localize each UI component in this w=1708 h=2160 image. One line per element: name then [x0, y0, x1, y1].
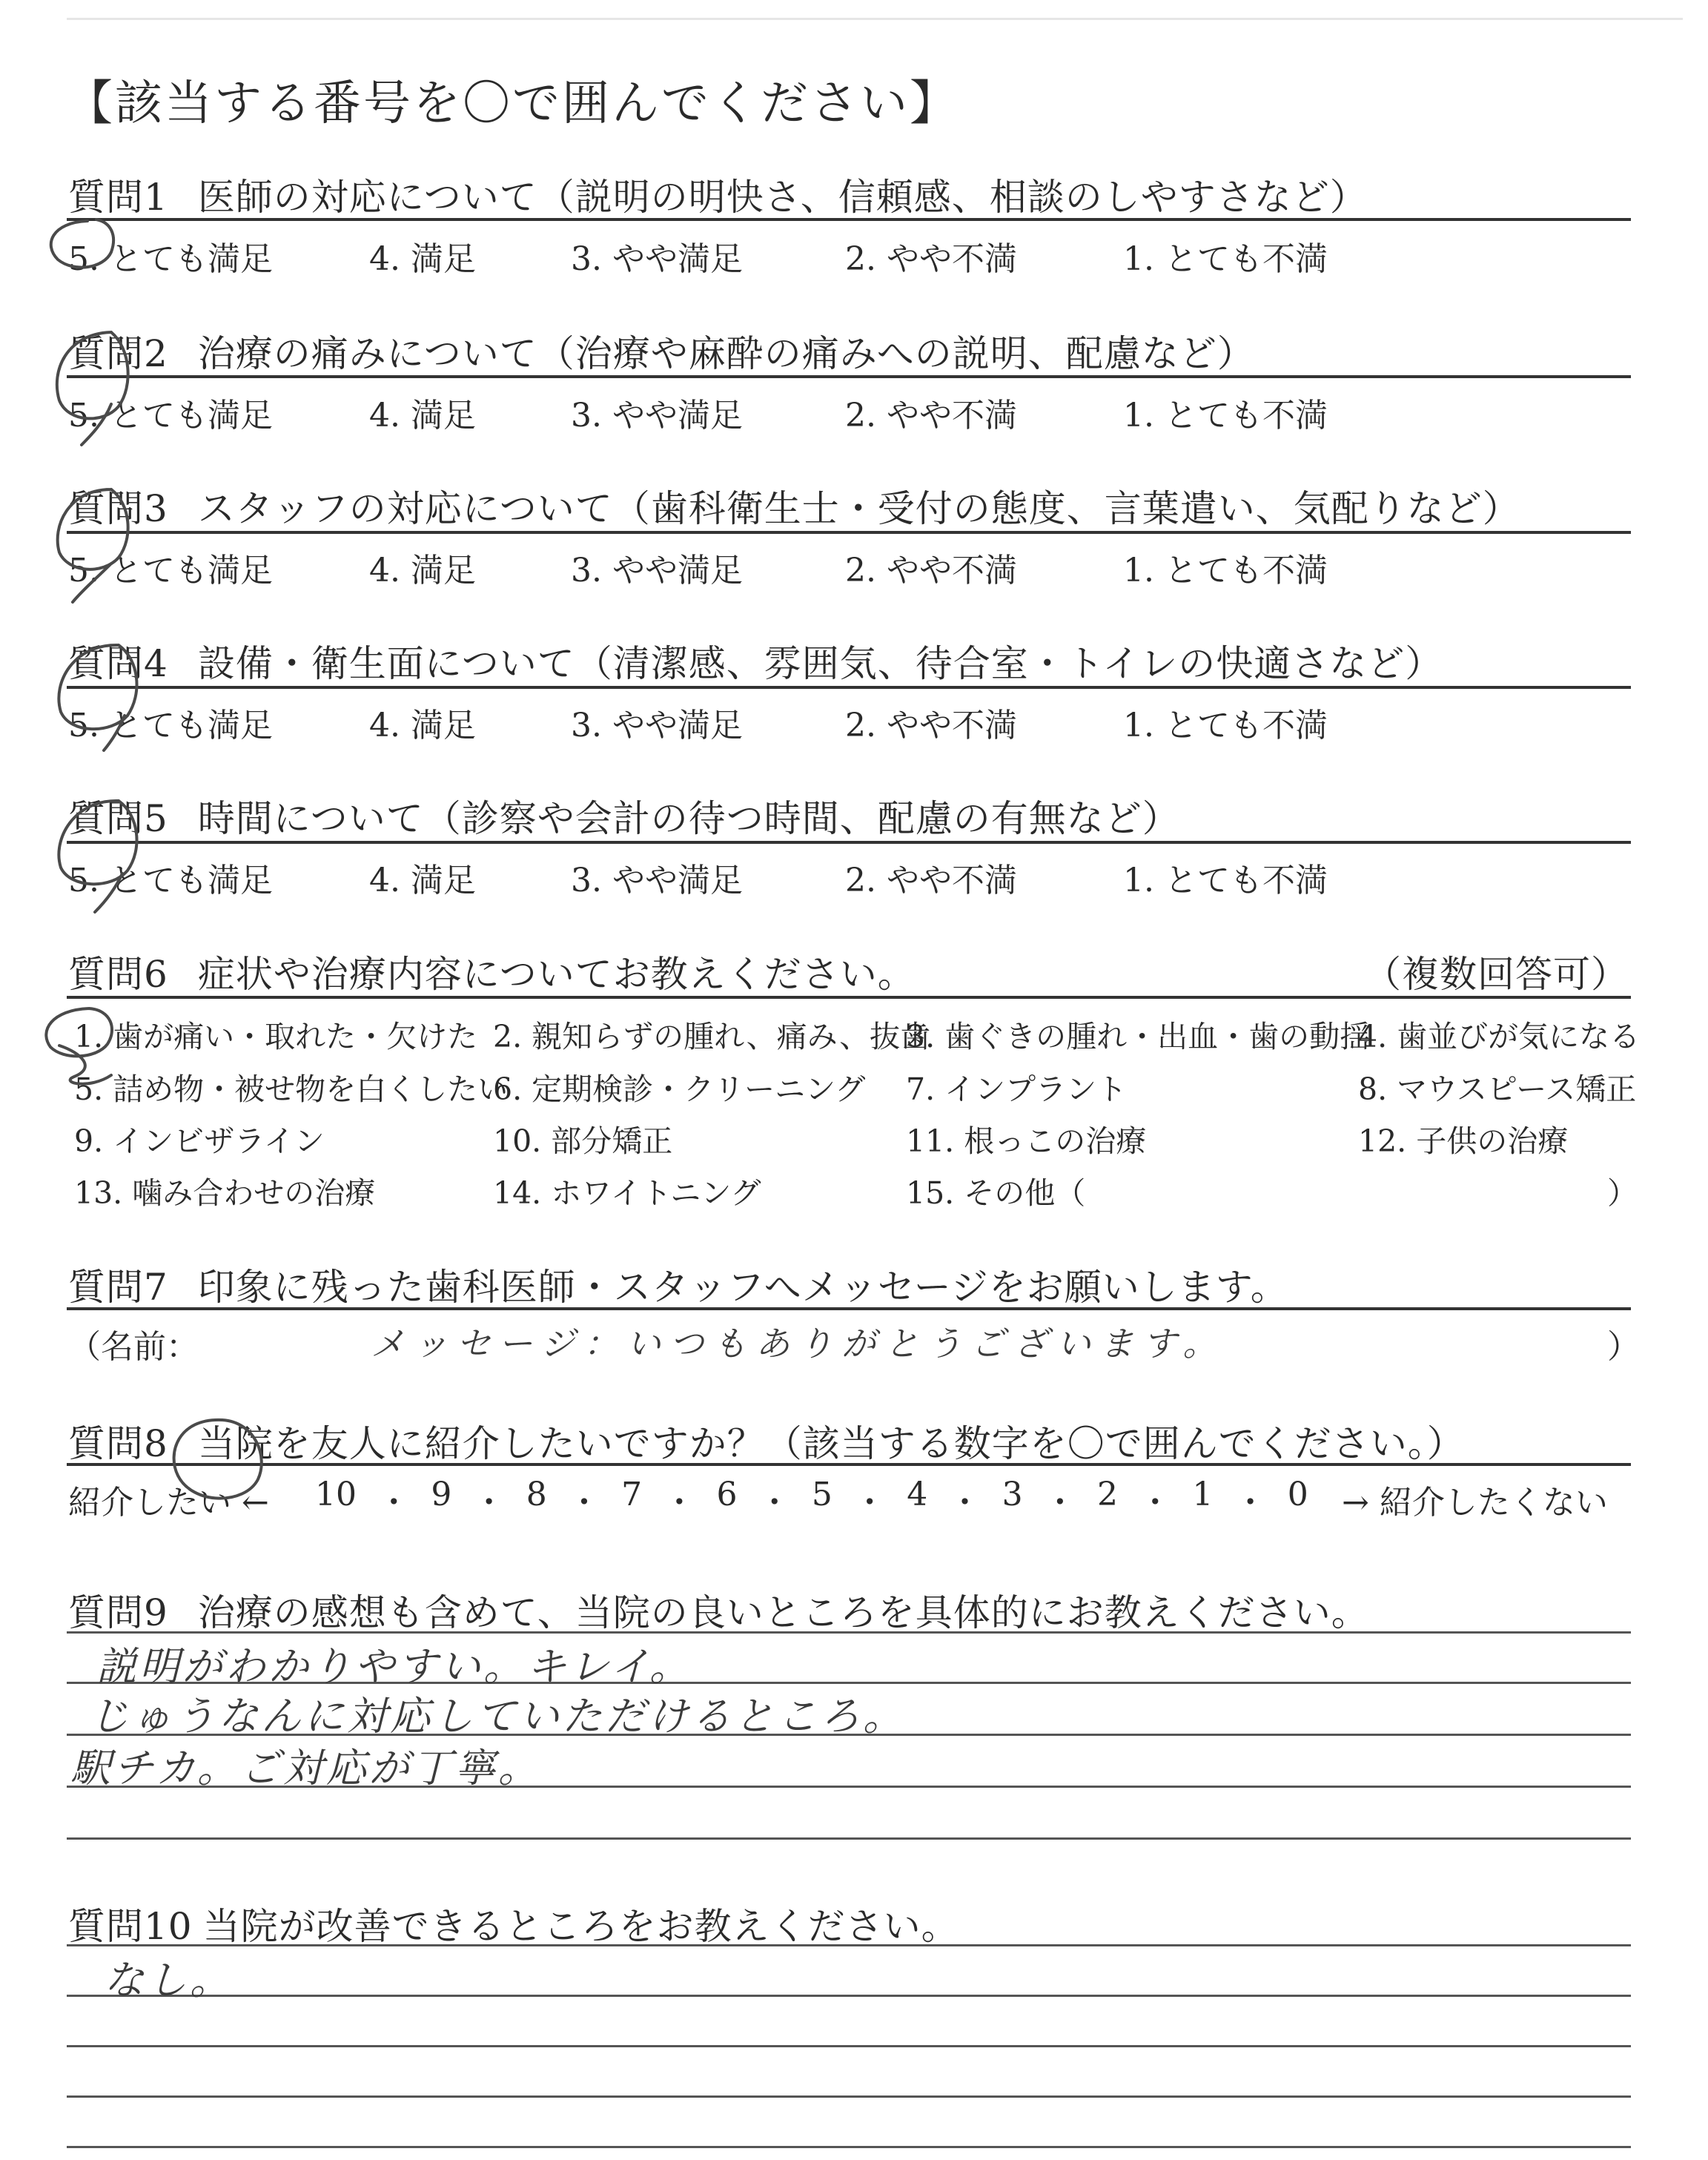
q5-option-3[interactable]: 3. やや満足 — [571, 862, 743, 899]
q6-item-12[interactable]: 12. 子供の治療 — [1358, 1123, 1569, 1159]
q2-option-4[interactable]: 4. 満足 — [369, 397, 476, 435]
scale-5[interactable]: 5 — [811, 1476, 833, 1513]
recommend-scale — [315, 1476, 1308, 1523]
scale-dot: ・ — [472, 1484, 506, 1522]
q6-item-7[interactable]: 7. インプラント — [906, 1071, 1128, 1107]
question-rule — [67, 841, 1631, 844]
question-1 — [68, 168, 1368, 221]
question-text: 治療の痛みについて（治療や麻酔の痛みへの説明、配慮など） — [197, 332, 1255, 375]
question-label: 質問3 — [68, 487, 168, 530]
answer-line — [67, 1944, 1631, 1946]
q1-option-5[interactable]: 5. とても満足 — [68, 240, 273, 278]
question-text: 当院が改善できるところをお教えください。 — [202, 1905, 959, 1948]
question-rule — [67, 686, 1631, 689]
question-10 — [68, 1897, 959, 1950]
q1-option-1[interactable]: 1. とても不満 — [1123, 240, 1328, 278]
top-border — [67, 18, 1683, 20]
question-rule — [67, 1307, 1631, 1310]
q4-option-1[interactable]: 1. とても不満 — [1123, 707, 1328, 744]
q2-option-1[interactable]: 1. とても不満 — [1123, 397, 1328, 435]
recommend-right-label: → 紹介したくない — [1342, 1484, 1608, 1522]
q4-option-3[interactable]: 3. やや満足 — [571, 707, 743, 744]
question-8 — [68, 1414, 1465, 1467]
question-rule — [67, 1463, 1631, 1466]
scale-3[interactable]: 3 — [1002, 1476, 1023, 1513]
answer-line — [67, 2095, 1631, 2098]
question-text: 設備・衛生面について（清潔感、雰囲気、待合室・トイレの快適さなど） — [197, 642, 1443, 685]
multi-answer-note: （複数回答可） — [1364, 953, 1629, 996]
scale-dot: ・ — [1139, 1484, 1172, 1522]
q1-option-4[interactable]: 4. 満足 — [369, 240, 476, 278]
scale-dot: ・ — [377, 1484, 411, 1522]
q1-option-2[interactable]: 2. やや不満 — [845, 240, 1017, 278]
q5-option-4[interactable]: 4. 満足 — [369, 862, 476, 899]
answer-line — [67, 2045, 1631, 2047]
scale-10[interactable]: 10 — [315, 1476, 357, 1513]
question-label: 質問8 — [68, 1422, 168, 1465]
name-label: （名前： — [68, 1328, 199, 1366]
scale-9[interactable]: 9 — [431, 1476, 452, 1513]
scale-7[interactable]: 7 — [621, 1476, 643, 1513]
scale-dot: ・ — [1043, 1484, 1076, 1522]
q6-other-close: ） — [1607, 1175, 1638, 1211]
q6-item-15[interactable]: 15. その他（ — [906, 1175, 1086, 1211]
q5-option-1[interactable]: 1. とても不満 — [1123, 862, 1328, 899]
scale-4[interactable]: 4 — [907, 1476, 928, 1513]
page-title: 【該当する番号を〇で囲んでください】 — [65, 76, 959, 131]
scale-2[interactable]: 2 — [1097, 1476, 1118, 1513]
q6-item-14[interactable]: 14. ホワイトニング — [493, 1175, 761, 1211]
question-6 — [68, 945, 916, 998]
question-label: 質問1 — [68, 176, 168, 219]
answer-line — [67, 1631, 1631, 1634]
q9-answer-line-2: じゅうなんに対応していただけるところ。 — [89, 1693, 906, 1740]
message-close: ） — [1607, 1328, 1640, 1366]
question-text: スタッフの対応について（歯科衛生士・受付の態度、言葉遣い、気配りなど） — [197, 487, 1520, 530]
q10-answer-line-1: なし。 — [104, 1957, 233, 2004]
q1-option-3[interactable]: 3. やや満足 — [571, 240, 743, 278]
question-2 — [68, 324, 1255, 377]
scale-dot: ・ — [663, 1484, 696, 1522]
question-4 — [68, 634, 1443, 687]
handwritten-message: メッセージ：いつもありがとうございます。 — [371, 1324, 1226, 1364]
question-label: 質問9 — [68, 1591, 168, 1634]
q6-item-2[interactable]: 2. 親知らずの腫れ、痛み、抜歯 — [493, 1019, 931, 1054]
q3-option-2[interactable]: 2. やや不満 — [845, 552, 1017, 589]
question-label: 質問6 — [68, 953, 168, 996]
question-text: 症状や治療内容についてお教えください。 — [197, 953, 916, 996]
question-label: 質問5 — [68, 797, 168, 840]
q6-item-10[interactable]: 10. 部分矯正 — [493, 1123, 673, 1159]
q6-item-6[interactable]: 6. 定期検診・クリーニング — [493, 1071, 866, 1107]
question-text: 印象に残った歯科医師・スタッフへメッセージをお願いします。 — [197, 1266, 1288, 1309]
answer-line — [67, 1995, 1631, 1997]
q6-item-3[interactable]: 3. 歯ぐきの腫れ・出血・歯の動揺 — [906, 1019, 1371, 1054]
question-rule — [67, 996, 1631, 999]
recommend-left-label: 紹介したい ← — [68, 1484, 269, 1522]
scale-dot: ・ — [1234, 1484, 1267, 1522]
q6-item-11[interactable]: 11. 根っこの治療 — [906, 1123, 1147, 1159]
answer-line — [67, 1837, 1631, 1840]
q3-option-4[interactable]: 4. 満足 — [369, 552, 476, 589]
question-text: 治療の感想も含めて、当院の良いところを具体的にお教えください。 — [197, 1591, 1369, 1634]
answer-line — [67, 2146, 1631, 2148]
q6-item-8[interactable]: 8. マウスピース矯正 — [1358, 1071, 1637, 1107]
q6-item-9[interactable]: 9. インビザライン — [74, 1123, 325, 1159]
q3-option-1[interactable]: 1. とても不満 — [1123, 552, 1328, 589]
question-5 — [68, 789, 1180, 842]
q2-option-5[interactable]: 5. とても満足 — [68, 397, 273, 435]
q9-answer-line-1: 説明がわかりやすい。キレイ。 — [96, 1643, 692, 1690]
question-label: 質問7 — [68, 1266, 168, 1309]
question-rule — [67, 375, 1631, 378]
scale-6[interactable]: 6 — [716, 1476, 738, 1513]
q2-option-3[interactable]: 3. やや満足 — [571, 397, 743, 435]
q6-item-1[interactable]: 1. 歯が痛い・取れた・欠けた — [74, 1019, 478, 1054]
scale-dot: ・ — [758, 1484, 791, 1522]
scale-dot: ・ — [567, 1484, 600, 1522]
scale-dot: ・ — [948, 1484, 982, 1522]
q4-option-4[interactable]: 4. 満足 — [369, 707, 476, 744]
q5-option-5[interactable]: 5. とても満足 — [68, 862, 273, 899]
scale-1[interactable]: 1 — [1192, 1476, 1214, 1513]
q4-option-2[interactable]: 2. やや不満 — [845, 707, 1017, 744]
q6-item-13[interactable]: 13. 噛み合わせの治療 — [74, 1175, 376, 1211]
question-3 — [68, 479, 1520, 532]
question-9 — [68, 1583, 1369, 1636]
question-text: 医師の対応について（説明の明快さ、信頼感、相談のしやすさなど） — [197, 176, 1368, 219]
question-text: 時間について（診察や会計の待つ時間、配慮の有無など） — [197, 797, 1180, 840]
q6-item-4[interactable]: 4. 歯並びが気になる — [1358, 1019, 1641, 1054]
scale-dot: ・ — [853, 1484, 887, 1522]
question-text: 当院を友人に紹介したいですか？（該当する数字を〇で囲んでください。） — [197, 1422, 1465, 1465]
q5-option-2[interactable]: 2. やや不満 — [845, 862, 1017, 899]
question-label: 質問2 — [68, 332, 168, 375]
q2-option-2[interactable]: 2. やや不満 — [845, 397, 1017, 435]
question-rule — [67, 531, 1631, 534]
q3-option-3[interactable]: 3. やや満足 — [571, 552, 743, 589]
scale-8[interactable]: 8 — [526, 1476, 547, 1513]
q6-item-5[interactable]: 5. 詰め物・被せ物を白くしたい — [74, 1071, 509, 1107]
question-rule — [67, 218, 1631, 221]
question-label: 質問4 — [68, 642, 168, 685]
scale-0[interactable]: 0 — [1287, 1476, 1308, 1513]
q9-answer-line-3: 駅チカ。ご対応が丁寧。 — [70, 1745, 541, 1791]
q3-option-5[interactable]: 5. とても満足 — [68, 552, 273, 589]
q4-option-5[interactable]: 5. とても満足 — [68, 707, 273, 744]
question-7 — [68, 1258, 1288, 1311]
question-label: 質問10 — [68, 1905, 193, 1948]
